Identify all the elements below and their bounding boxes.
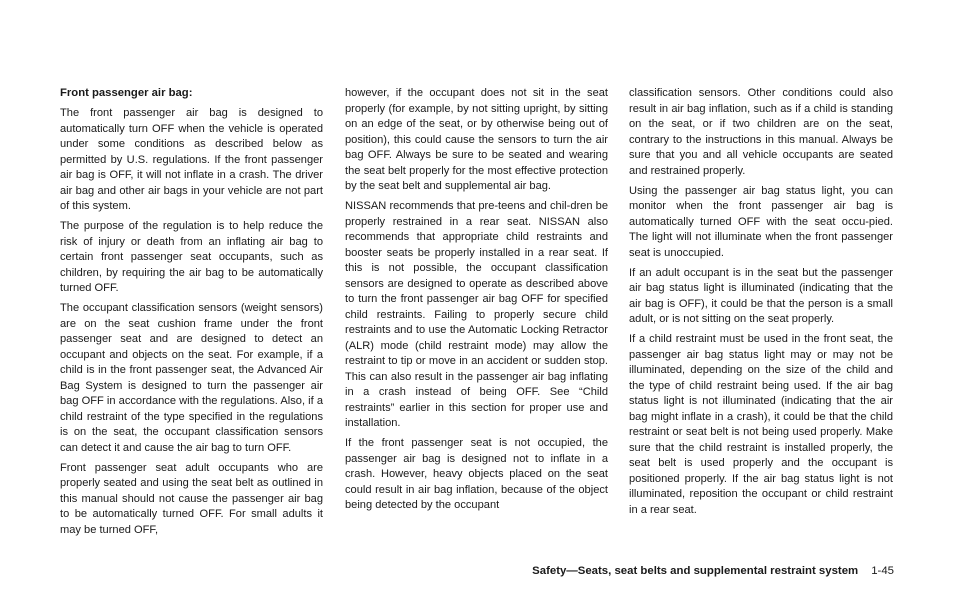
paragraph: If the front passenger seat is not occupied, the passenger air bag is designed not to inflate in a crash. However, heavy objects placed on the seat could result in air bag inflation, because of the object being detected by the occupant (345, 437, 608, 511)
text-column-1 (60, 86, 323, 543)
footer-section-title: Safety—Seats, seat belts and supplemental restraint system (532, 565, 859, 577)
paragraph: classification sensors. Other conditions could also result in air bag inflation, such as if a child is standing on the seat, or if two children are on the seat, contrary to the instructions in this manual. Always be sure that you and all vehicle occupants are seated and restrained properly. (629, 87, 893, 177)
page-footer (532, 564, 894, 578)
paragraph: The purpose of the regulation is to help reduce the risk of injury or death from an inflating air bag to certain front passenger seat occupants, such as children, by requiring the air bag to be automatically turned OFF. (60, 220, 323, 294)
paragraph: The occupant classification sensors (weight sensors) are on the seat cushion frame under the front passenger seat and are designed to detect an occupant and objects on the seat. For example, if a child is in the front passenger seat, the Advanced Air Bag System is designed to turn the passenger air bag OFF in accordance with the regulations. Also, if a child restraint of the type specified in the regulations is on the seat, the occupant classification sensors can detect it and cause the air bag to turn OFF. (60, 302, 323, 454)
paragraph: Front passenger seat adult occupants who are properly seated and using the seat belt as outlined in this manual should not cause the passenger air bag to be automatically turned OFF. For small adults it may be turned OFF, (60, 461, 323, 536)
text-column-3 (629, 86, 893, 523)
page-number: 1-45 (871, 565, 894, 577)
paragraph: however, if the occupant does not sit in the seat properly (for example, by not sitting upright, by sitting on an edge of the seat, or by otherwise being out of position), this could cause the sensors to turn the air bag OFF. Always be sure to be seated and wearing the seat belt properly for the most effective protection by the seat belt and supplemental air bag. (345, 87, 608, 192)
paragraph: Using the passenger air bag status light, you can monitor when the front passenger air bag is automatically turned OFF with the seat occu-pied. The light will not illuminate when the front passenger seat is unoccupied. (629, 184, 893, 259)
paragraph: The front passenger air bag is designed to automatically turn OFF when the vehicle is operated under some conditions as described below as permitted by U.S. regulations. If the front passenger air bag is OFF, it will not inflate in a crash. The driver air bag and other air bags in your vehicle are not part of this system. (60, 107, 323, 212)
paragraph: If an adult occupant is in the seat but the passenger air bag status light is illuminated (indicating that the air bag is OFF), it could be that the person is a small adult, or is not sitting on the seat properly. (629, 266, 893, 325)
paragraph: NISSAN recommends that pre-teens and chil-dren be properly restrained in a rear seat. NISSAN also recommends that appropriate child restraints and booster seats be properly installed in a rear seat. If this is not possible, the occupant classification sensors are designed to operate as described above to turn the front passenger air bag OFF for specified child restraints. Failing to properly secure child restraints and to use the Automatic Locking Retractor (ALR) mode (child restraint mode) may allow the restraint to tip or move in an accident or sudden stop. This can also result in the passenger air bag inflating in a crash instead of being OFF. See “Child restraints” earlier in this section for proper use and installation. (345, 200, 608, 429)
text-column-2 (345, 86, 608, 518)
paragraph: If a child restraint must be used in the front seat, the passenger air bag status light may or may not be illuminated, depending on the size of the child and the type of child restraint being used. If the air bag status light is not illuminated (indicating that the air bag might inflate in a crash), it could be that the child restraint or seat belt is not being used properly. Make sure that the child restraint is installed properly, the seat belt is used properly and the occupant is positioned properly. If the air bag status light is not illuminated, reposition the occupant or child restraint in a rear seat. (629, 333, 893, 516)
section-heading: Front passenger air bag: (60, 87, 193, 99)
